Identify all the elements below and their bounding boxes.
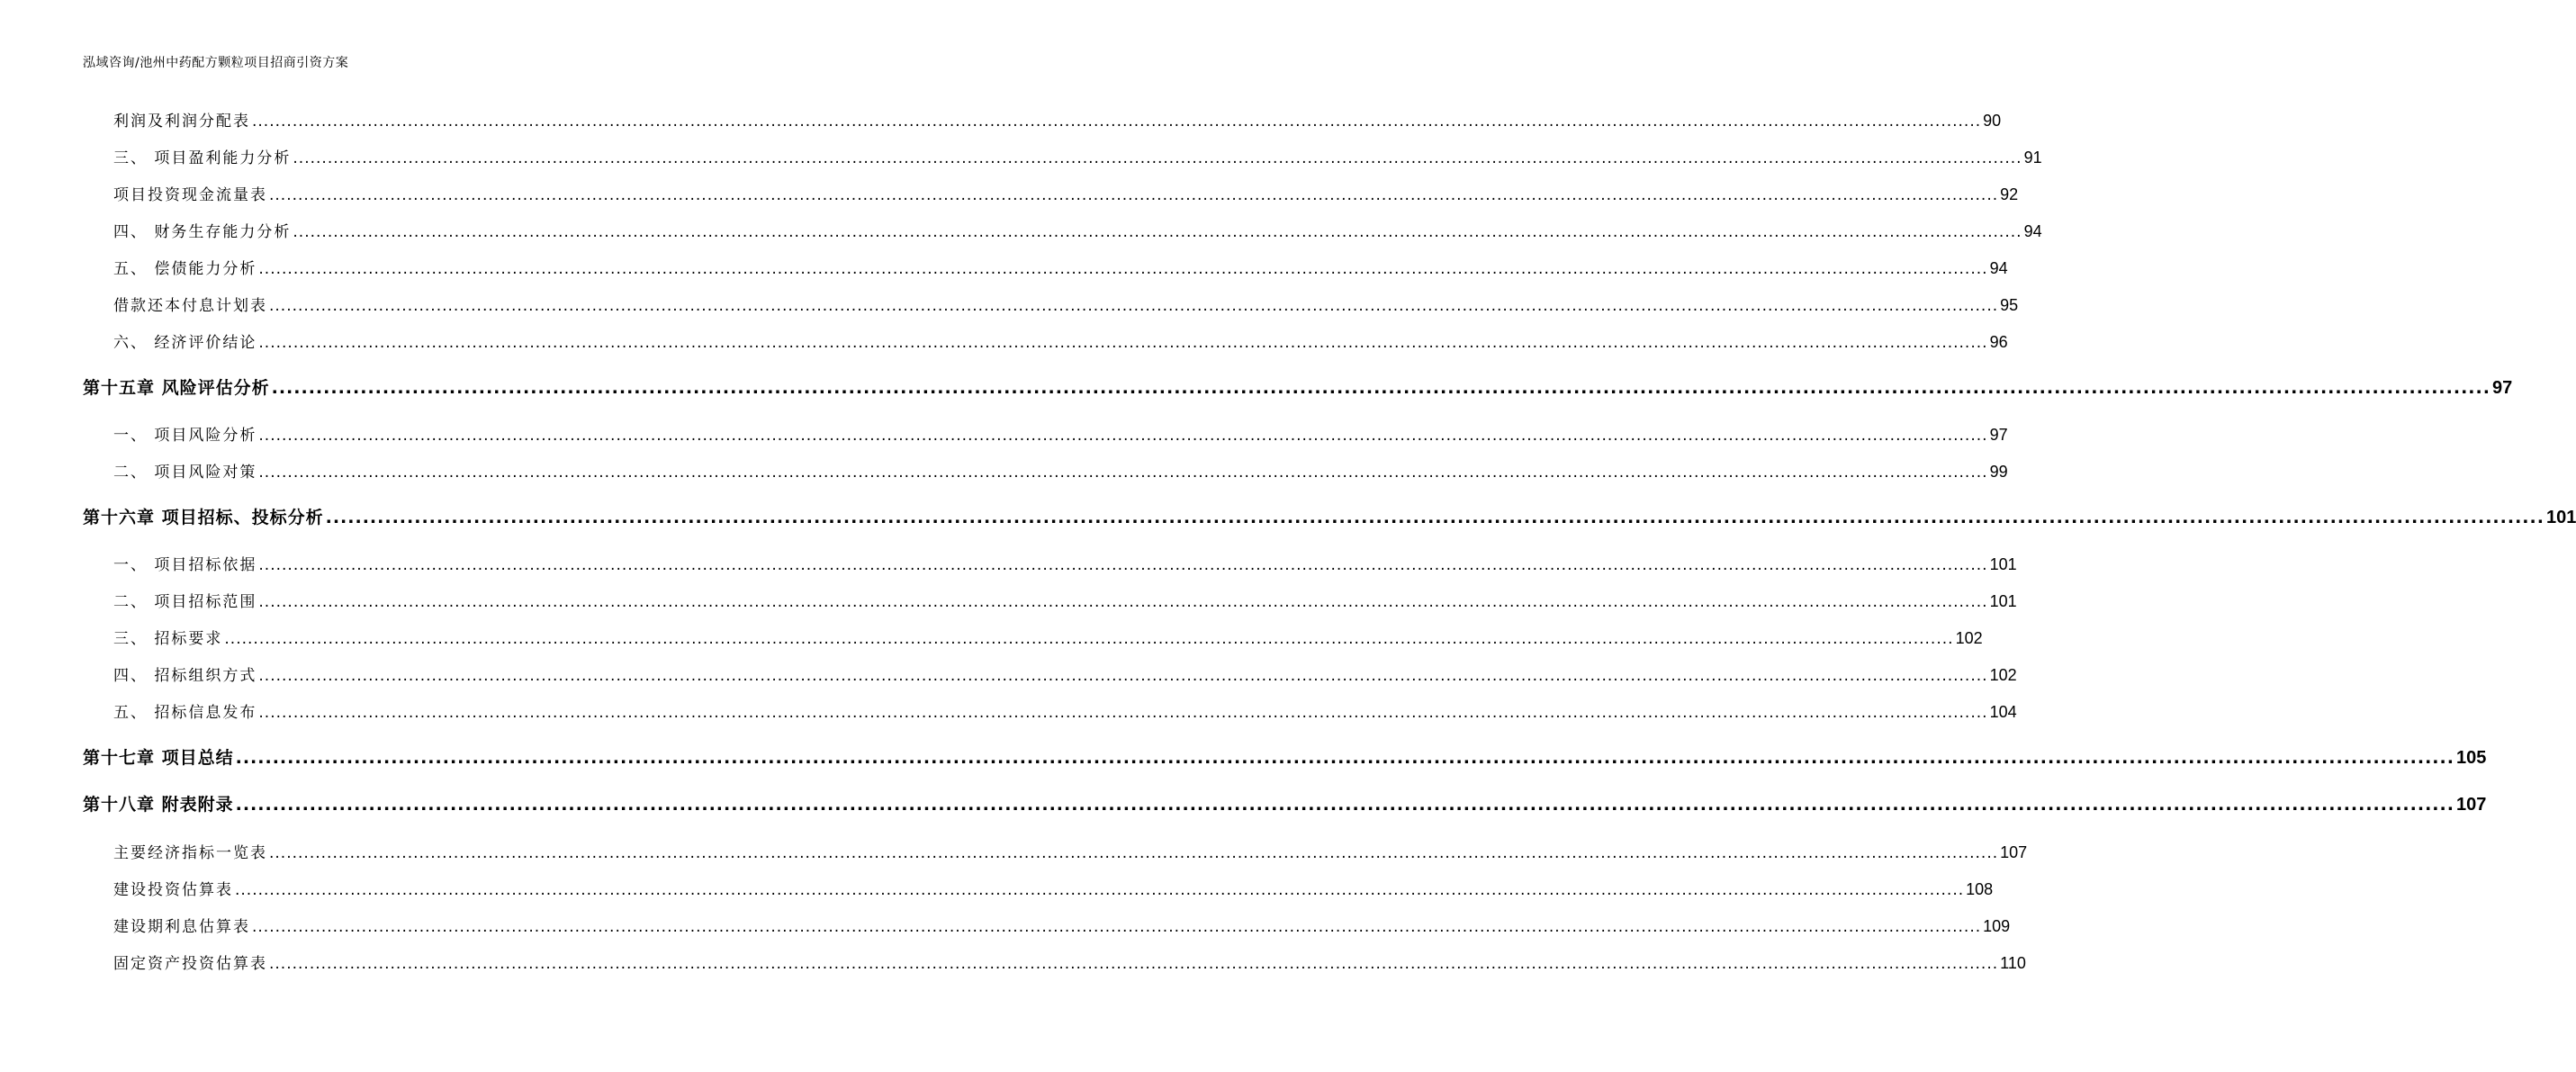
toc-entry-page: 101	[1989, 592, 2017, 610]
toc-entry[interactable]	[113, 590, 2017, 612]
toc-entry-label: 借款还本付息计划表	[113, 297, 267, 315]
toc-entry[interactable]	[113, 842, 2028, 863]
toc-entry-page: 92	[2000, 185, 2019, 203]
dot-leader: ............................................................................................................................................................................................................................................................................................................	[258, 593, 1988, 611]
toc-entry[interactable]	[113, 915, 2011, 937]
toc-entry-page: 99	[1989, 463, 2008, 481]
toc-entry[interactable]	[113, 110, 2002, 131]
dot-leader: ............................................................................................................................................................................................................................................................................................................	[258, 556, 1988, 574]
toc-entry-label: 建设投资估算表	[113, 881, 233, 899]
toc-entry-page: 108	[1966, 880, 1994, 898]
toc-entry-label: 第十六章 项目招标、投标分析	[83, 508, 324, 527]
toc-entry[interactable]	[113, 554, 2017, 575]
dot-leader: ............................................................................................................................................................................................................................................................................................................	[269, 186, 1999, 204]
toc-entry-page: 97	[1989, 426, 2008, 444]
toc-entry-page: 107	[2000, 843, 2028, 861]
toc-entry-page: 97	[2491, 378, 2513, 398]
toc-entry-page: 105	[2455, 748, 2487, 768]
toc-entry[interactable]	[113, 221, 2042, 242]
toc-entry-label: 三、 项目盈利能力分析	[113, 149, 292, 167]
toc-entry-label: 项目投资现金流量表	[113, 186, 267, 204]
toc-entry-page: 94	[1989, 259, 2008, 277]
toc-entry[interactable]	[113, 878, 1994, 900]
dot-leader: ............................................................................................................................................................................................................................................................................................................	[252, 918, 1982, 936]
dot-leader: ............................................................................................................................................................................................................................................................................................................	[224, 630, 1954, 648]
toc-entry-page: 102	[1955, 629, 1983, 647]
dot-leader: ............................................................................................................................................................................................................................................................................................................	[269, 844, 1999, 862]
dot-leader: ............................................................................................................................................................................................................................................................................................................	[271, 378, 2490, 398]
toc-entry-label: 六、 经济评价结论	[113, 334, 257, 352]
toc-entry-label: 五、 招标信息发布	[113, 704, 257, 722]
toc-entry-label: 四、 招标组织方式	[113, 667, 257, 685]
dot-leader: ............................................................................................................................................................................................................................................................................................................	[235, 748, 2454, 768]
toc-entry-page: 107	[2455, 795, 2487, 815]
running-header: 泓域咨询/池州中药配方颗粒项目招商引资方案	[83, 56, 349, 70]
toc-entry[interactable]	[113, 461, 2008, 482]
dot-leader: ............................................................................................................................................................................................................................................................................................................	[269, 297, 1999, 315]
dot-leader: ............................................................................................................................................................................................................................................................................................................	[258, 334, 1988, 352]
toc-entry-page: 104	[1989, 703, 2017, 721]
toc-entry-page: 91	[2023, 149, 2042, 167]
toc-entry-label: 主要经济指标一览表	[113, 844, 267, 862]
dot-leader: ............................................................................................................................................................................................................................................................................................................	[258, 260, 1988, 278]
toc-entry-label: 利润及利润分配表	[113, 113, 250, 131]
toc-entry-label: 第十八章 附表附录	[83, 795, 234, 815]
toc-chapter-entry[interactable]	[83, 505, 2576, 530]
dot-leader: ............................................................................................................................................................................................................................................................................................................	[252, 113, 1982, 131]
toc-entry[interactable]	[113, 664, 2017, 686]
toc-entry[interactable]	[113, 627, 1983, 649]
toc-entry[interactable]	[113, 147, 2042, 168]
toc-entry-label: 二、 项目招标范围	[113, 593, 257, 611]
dot-leader: ............................................................................................................................................................................................................................................................................................................	[325, 508, 2544, 527]
toc-chapter-entry[interactable]	[83, 792, 2487, 817]
toc-entry[interactable]	[113, 184, 2019, 205]
toc-entry-label: 固定资产投资估算表	[113, 955, 267, 973]
toc-entry-page: 90	[1983, 112, 2002, 130]
dot-leader: ............................................................................................................................................................................................................................................................................................................	[269, 955, 1999, 973]
toc-entry-label: 二、 项目风险对策	[113, 464, 257, 482]
dot-leader: ............................................................................................................................................................................................................................................................................................................	[235, 795, 2454, 815]
dot-leader: ............................................................................................................................................................................................................................................................................................................	[258, 427, 1988, 445]
toc-entry-page: 109	[1983, 917, 2011, 935]
toc-entry-label: 第十七章 项目总结	[83, 748, 234, 768]
dot-leader: ............................................................................................................................................................................................................................................................................................................	[293, 223, 2022, 241]
toc-entry-label: 一、 项目风险分析	[113, 427, 257, 445]
toc-entry-label: 三、 招标要求	[113, 630, 223, 648]
toc-entry-label: 四、 财务生存能力分析	[113, 223, 292, 241]
dot-leader: ............................................................................................................................................................................................................................................................................................................	[293, 149, 2022, 167]
dot-leader: ............................................................................................................................................................................................................................................................................................................	[235, 881, 1965, 899]
toc-entry-page: 94	[2023, 222, 2042, 240]
toc-entry-label: 第十五章 风险评估分析	[83, 378, 270, 398]
toc-entry[interactable]	[113, 424, 2008, 446]
dot-leader: ............................................................................................................................................................................................................................................................................................................	[258, 704, 1988, 722]
toc-entry-page: 102	[1989, 666, 2017, 684]
toc-entry-page: 110	[2000, 954, 2026, 972]
toc-chapter-entry[interactable]	[83, 745, 2487, 770]
toc-entry-label: 建设期利息估算表	[113, 918, 250, 936]
toc-entry[interactable]	[113, 331, 2008, 353]
toc-entry-label: 五、 偿债能力分析	[113, 260, 257, 278]
toc-entry[interactable]	[113, 294, 2019, 316]
dot-leader: ............................................................................................................................................................................................................................................................................................................	[258, 464, 1988, 482]
toc-chapter-entry[interactable]	[83, 375, 2513, 401]
toc-entry-page: 96	[1989, 333, 2008, 351]
toc-entry-page: 101	[2545, 508, 2576, 527]
toc-entry-page: 101	[1989, 555, 2017, 573]
dot-leader: ............................................................................................................................................................................................................................................................................................................	[258, 667, 1988, 685]
toc-entry[interactable]	[113, 257, 2008, 279]
toc-entry[interactable]	[113, 952, 2026, 974]
toc-entry-label: 一、 项目招标依据	[113, 556, 257, 574]
toc-entry[interactable]	[113, 701, 2017, 723]
toc-entry-page: 95	[2000, 296, 2019, 314]
